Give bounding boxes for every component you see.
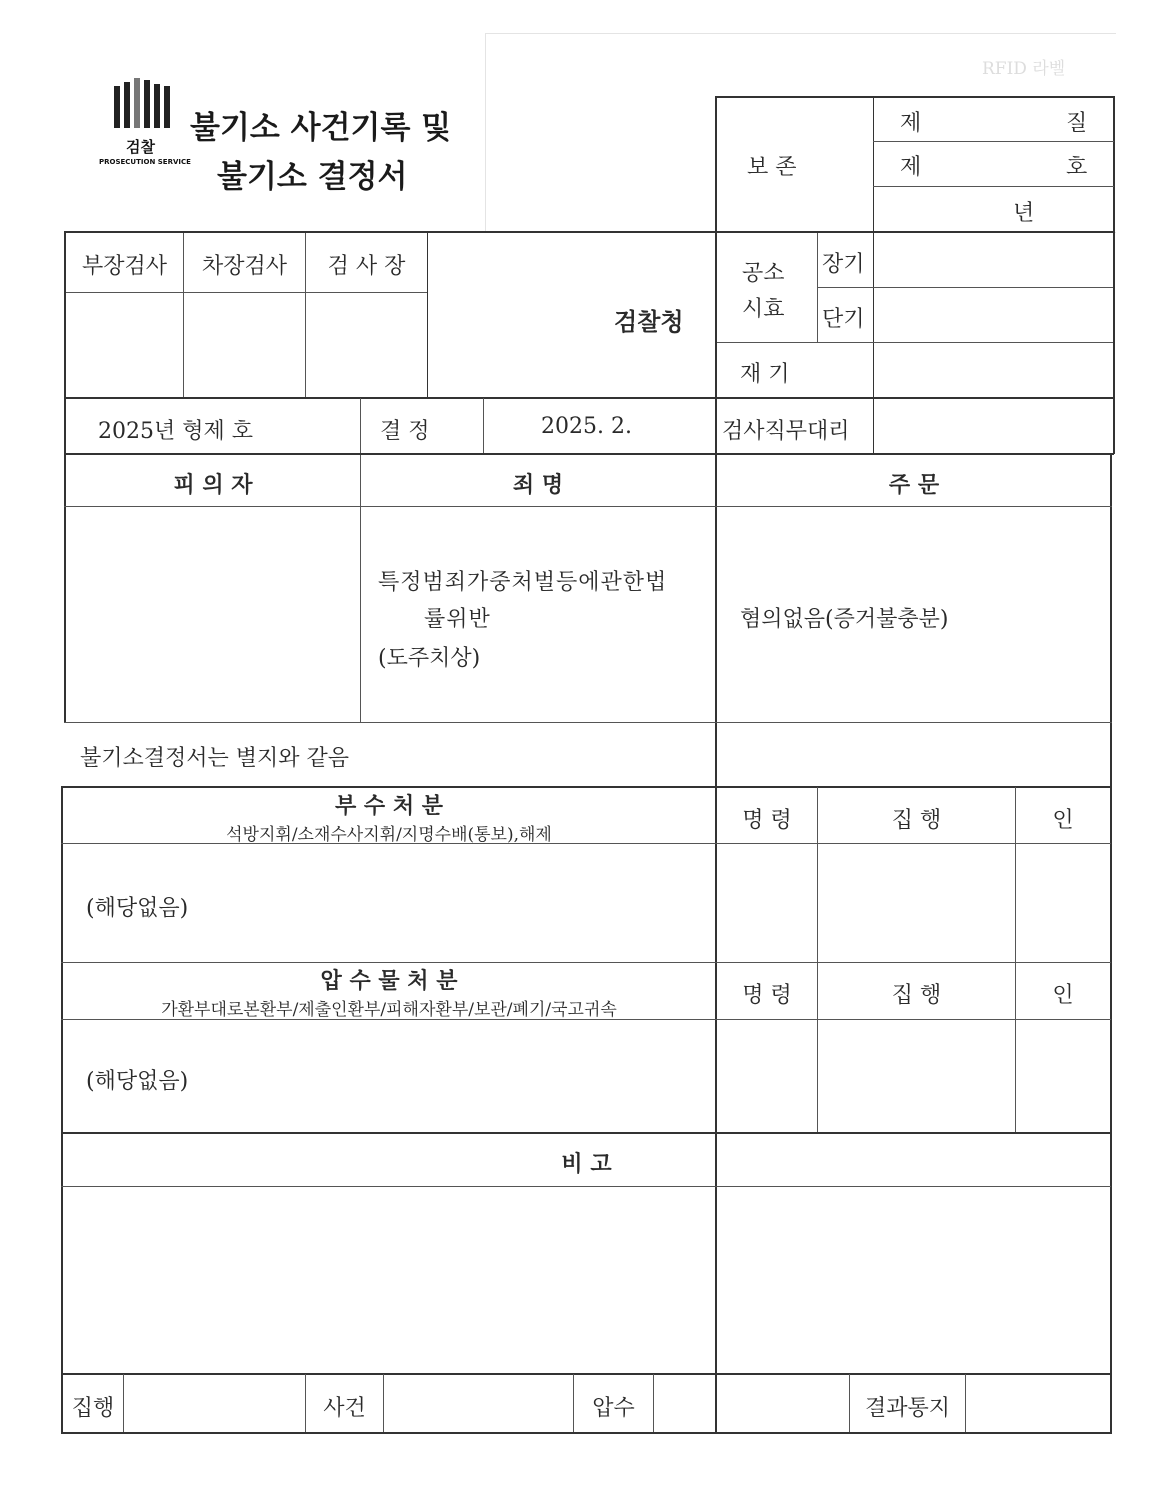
preservation-number-prefix: 제: [900, 155, 922, 180]
case-number: 2025년 형제 호: [98, 419, 253, 444]
acting-prosecutor-label: 검사직무대리: [722, 419, 850, 444]
footer-seizure-label: 압수: [592, 1396, 635, 1421]
approval-department-head: 부장검사: [81, 254, 167, 279]
remarks-header: 비 고: [561, 1151, 612, 1177]
seized-execute-header: 집 행: [891, 983, 942, 1008]
document-title-line2: 불기소 결정서: [217, 159, 408, 195]
seized-person-header: 인: [1052, 983, 1074, 1008]
prosecution-logo: [99, 78, 191, 173]
document-title-line1: 불기소 사건기록 및: [190, 110, 452, 146]
logo-text: 검찰: [126, 138, 155, 156]
approval-deputy-chief: 차장검사: [201, 254, 287, 279]
preservation-volume-suffix: 질: [1066, 111, 1088, 136]
incidental-execute-header: 집 행: [891, 808, 942, 833]
decision-date: 2025. 2.: [541, 414, 632, 439]
seized-title: 압 수 물 처 분: [320, 968, 458, 994]
crime-text-line2: 률위반: [424, 607, 491, 632]
preservation-volume-prefix: 제: [900, 111, 922, 136]
seized-value: (해당없음): [86, 1069, 189, 1094]
incidental-title: 부 수 처 분: [335, 793, 443, 819]
order-header: 주 문: [888, 472, 940, 498]
logo-bars-icon: [114, 78, 174, 130]
incidental-subtitle: 석방지휘/소재수사지휘/지명수배(통보),해제: [226, 825, 552, 845]
decision-note: 불기소결정서는 별지와 같음: [80, 746, 350, 771]
incidental-command-header: 명 령: [742, 808, 792, 833]
crime-text-line1: 특정범죄가중처벌등에관한법: [378, 570, 668, 595]
footer-execution-label: 집행: [71, 1396, 115, 1421]
limitation-short-label: 단기: [822, 307, 865, 332]
limitation-label-line2: 시효: [742, 297, 785, 322]
limitation-long-label: 장기: [822, 252, 865, 277]
footer-case-label: 사건: [323, 1396, 366, 1421]
incidental-person-header: 인: [1052, 808, 1074, 833]
suspect-header: 피 의 자: [173, 472, 253, 498]
logo-subtext: PROSECUTION SERVICE: [99, 158, 191, 166]
preservation-label: 보 존: [747, 155, 797, 180]
preservation-year: 년: [1013, 201, 1035, 226]
preservation-number-suffix: 호: [1066, 155, 1088, 180]
limitation-label-line1: 공소: [742, 261, 785, 286]
prosecution-office-label: 검찰청: [614, 307, 684, 336]
approval-chief-prosecutor: 검 사 장: [327, 254, 406, 279]
crime-header: 죄 명: [512, 472, 564, 498]
decision-label: 결 정: [380, 419, 430, 444]
reopen-label: 재 기: [740, 362, 790, 387]
order-text: 혐의없음(증거불충분): [740, 607, 949, 632]
rfid-label-text: RFID 라벨: [982, 59, 1066, 79]
seized-command-header: 명 령: [742, 983, 792, 1008]
incidental-value: (해당없음): [86, 896, 189, 921]
seized-subtitle: 가환부대로본환부/제출인환부/피해자환부/보관/폐기/국고귀속: [161, 1000, 617, 1020]
crime-text-line3: (도주치상): [378, 646, 481, 671]
footer-notice-label: 결과통지: [864, 1396, 950, 1421]
